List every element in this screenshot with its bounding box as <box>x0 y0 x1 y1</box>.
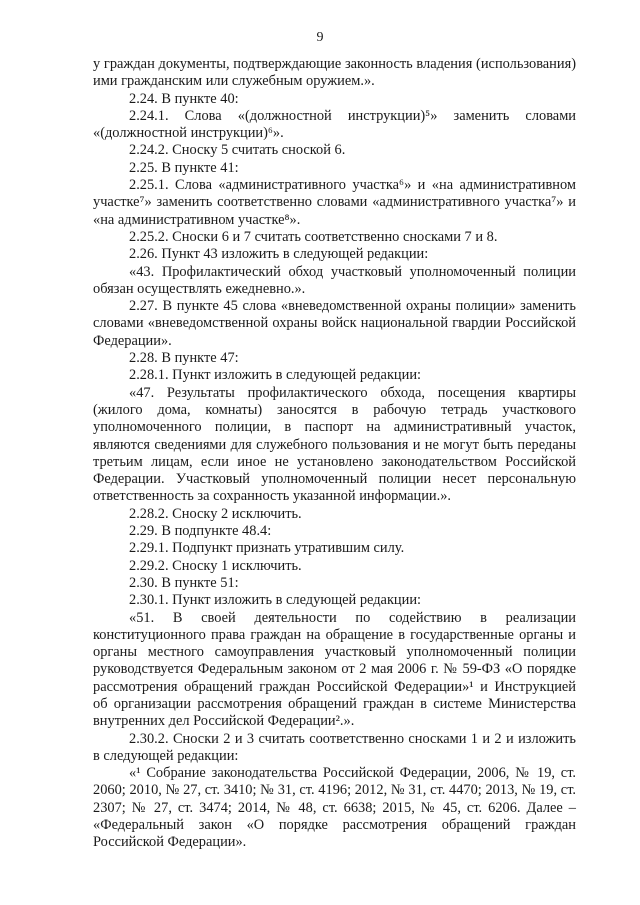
paragraph: 2.29.1. Подпункт признать утратившим силу. <box>129 540 405 557</box>
paragraph: 2.30. В пункте 51: <box>129 574 239 591</box>
paragraph: «51. В своей деятельности по содействию в реализации конституционного права граждан на обращение в государственные органы и органы местного самоуправления участковый уполномоченный полиции руководствуется Федеральным законом от 2 мая 2006 г. № 59-ФЗ «О порядке рассмотрения обращений граждан Российской Федерации»¹ и Инструкцией об организации рассмотрения обращений граждан в системе Министерства внутренних дел Российской Федерации².». <box>93 609 576 730</box>
paragraph: 2.25.2. Сноски 6 и 7 считать соответственно сносками 7 и 8. <box>129 228 498 245</box>
page-number: 9 <box>316 30 324 45</box>
paragraph: 2.29.2. Сноску 1 исключить. <box>129 557 302 574</box>
paragraph: 2.28.2. Сноску 2 исключить. <box>129 505 302 522</box>
paragraph: 2.27. В пункте 45 слова «вневедомственной охраны полиции» заменить словами «вневедомственной охраны войск национальной гвардии Российской Федерации». <box>93 298 576 349</box>
paragraph: 2.29. В подпункте 48.4: <box>129 523 272 540</box>
paragraph: у граждан документы, подтверждающие законность владения (использования) ими гражданским или служебным оружием.». <box>93 56 576 90</box>
paragraph: 2.28.1. Пункт изложить в следующей редакции: <box>129 367 422 384</box>
paragraph: 2.24.1. Слова «(должностной инструкции)⁵» заменить словами «(должностной инструкции)⁶». <box>93 107 576 142</box>
paragraph: 2.26. Пункт 43 изложить в следующей редакции: <box>129 246 429 263</box>
paragraph: «¹ Собрание законодательства Российской Федерации, 2006, № 19, ст. 2060; 2010, № 27, ст. 3410; № 31, ст. 4196; 2012, № 31, ст. 4470; 2013, № 19, ст. 2307; № 27, ст. 3474; 2014, № 48, ст. 6638; 2015, № 45, ст. 6206. Далее – «Федеральный закон «О порядке рассмотрения обращений граждан Российской Федерации». <box>93 765 576 851</box>
paragraph: 2.30.1. Пункт изложить в следующей редакции: <box>129 592 422 609</box>
paragraph: «43. Профилактический обход участковый уполномоченный полиции обязан осуществлять ежедневно.». <box>93 263 576 297</box>
paragraph: 2.24. В пункте 40: <box>129 90 239 107</box>
paragraph: 2.24.2. Сноску 5 считать сноской 6. <box>129 142 346 159</box>
paragraph: «47. Результаты профилактического обхода, посещения квартиры (жилого дома, комнаты) заносятся в рабочую тетрадь участкового уполномоченного полиции, в паспорт на административный участок, являются сведениями для служебного пользования и не могут быть переданы третьим лицам, если иное не установлено законодательством Российской Федерации. Участковый уполномоченный полиции несет персональную ответственность за сохранность указанной информации.». <box>93 384 576 505</box>
document-body <box>93 56 576 852</box>
paragraph: 2.28. В пункте 47: <box>129 350 239 367</box>
paragraph: 2.25. В пункте 41: <box>129 159 239 176</box>
paragraph: 2.25.1. Слова «административного участка⁶» и «на административном участке⁷» заменить соответственно словами «административного участка⁷» и «на административном участке⁸». <box>93 177 576 228</box>
paragraph: 2.30.2. Сноски 2 и 3 считать соответственно сносками 1 и 2 и изложить в следующей редакции: <box>93 730 576 764</box>
